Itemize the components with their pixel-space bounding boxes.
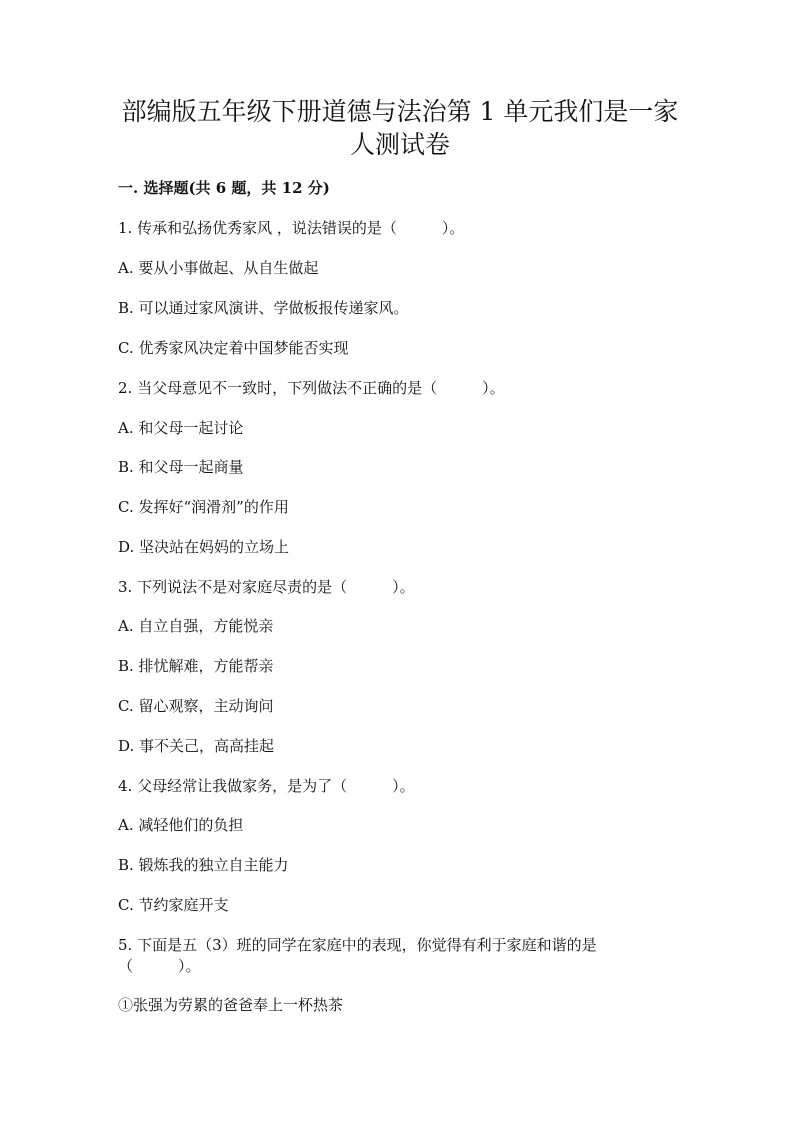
question-2-option-c: C. 发挥好“润滑剂”的作用 [118,498,289,516]
question-2-option-d: D. 坚决站在妈妈的立场上 [118,538,290,556]
question-2-option-a: A. 和父母一起讨论 [118,419,244,437]
question-1-option-a: A. 要从小事做起、从自生做起 [118,259,319,277]
question-1-option-c: C. 优秀家风决定着中国梦能否实现 [118,339,349,357]
question-2-option-b: B. 和父母一起商量 [118,458,244,476]
question-3-option-b: B. 排忧解难，方能帮亲 [118,657,274,675]
question-1-stem: 1. 传承和弘扬优秀家风 ，说法错误的是（ ）。 [118,219,465,237]
exam-title-line-1: 部编版五年级下册道德与法治第 1 单元我们是一家 [121,97,679,126]
question-4-option-c: C. 节约家庭开支 [118,896,229,914]
question-3-option-a: A. 自立自强，方能悦亲 [118,617,274,635]
question-3-option-d: D. 事不关己，高高挂起 [118,737,275,755]
question-3-stem: 3. 下列说法不是对家庭尽责的是（ ）。 [118,578,415,596]
exam-title-line-2: 人测试卷 [349,130,450,159]
section-heading: 一. 选择题(共 6 题，共 12 分) [118,179,330,197]
question-4-option-b: B. 锻炼我的独立自主能力 [118,856,289,874]
question-5-stem-line-2: （ ）。 [118,957,201,975]
question-2-stem: 2. 当父母意见不一致时，下列做法不正确的是（ ）。 [118,379,505,397]
question-1-option-b: B. 可以通过家风演讲、学做板报传递家风。 [118,299,409,317]
question-4-option-a: A. 减轻他们的负担 [118,816,244,834]
question-4-stem: 4. 父母经常让我做家务，是为了（ ）。 [118,777,415,795]
question-5-item-1: ①张强为劳累的爸爸奉上一杯热茶 [118,996,344,1014]
question-3-option-c: C. 留心观察，主动询问 [118,697,274,715]
question-5-stem-line-1: 5. 下面是五（3）班的同学在家庭中的表现，你觉得有利于家庭和谐的是 [118,936,597,954]
